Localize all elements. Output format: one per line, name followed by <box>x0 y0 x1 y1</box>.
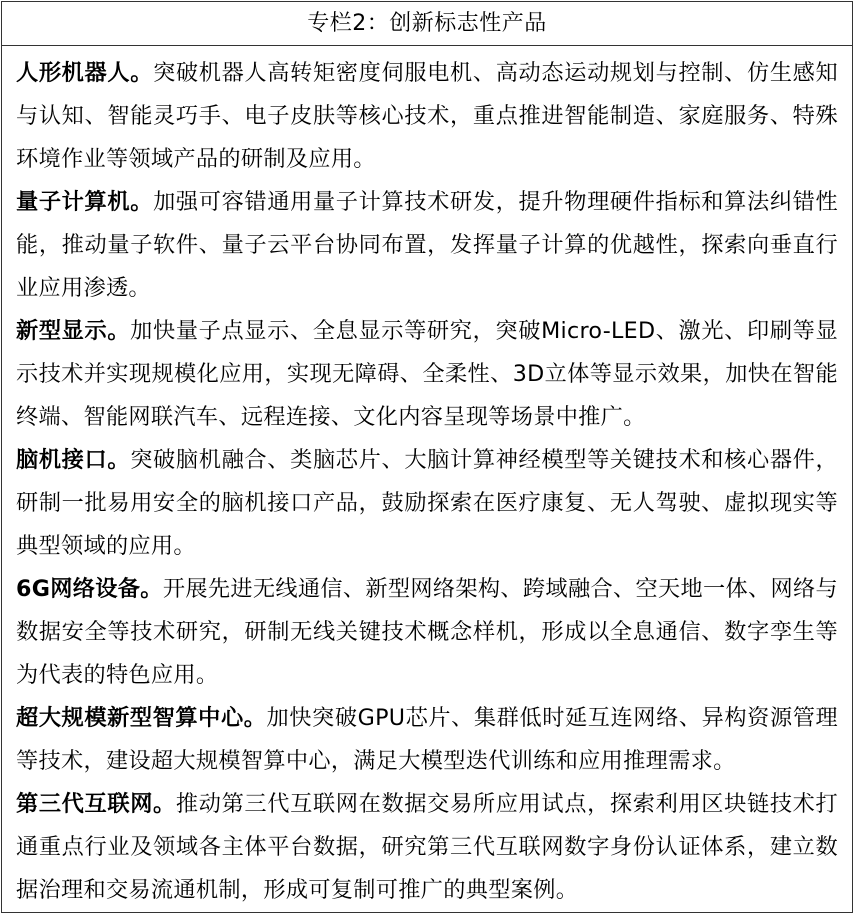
entry-text: 加强可容错通用量子计算技术研发，提升物理硬件指标和算法纠错性能，推动量子软件、量子云平台协同布置，发挥量子计算的优越性，探索向垂直行业应用渗透。 <box>16 189 838 301</box>
entry-6g-network <box>16 568 838 697</box>
entry-new-display <box>16 310 838 439</box>
entry-intelligent-computing-center <box>16 697 838 783</box>
entry-title: 量子计算机。 <box>16 189 154 215</box>
entry-quantum-computer <box>16 181 838 310</box>
entry-brain-computer-interface <box>16 439 838 568</box>
entry-title: 人形机器人。 <box>16 60 154 86</box>
entry-text: 突破脑机融合、类脑芯片、大脑计算神经模型等关键技术和核心器件，研制一批易用安全的脑机接口产品，鼓励探索在医疗康复、无人驾驶、虚拟现实等典型领域的应用。 <box>16 447 838 559</box>
entry-text: 加快量子点显示、全息显示等研究，突破Micro-LED、激光、印刷等显示技术并实现规模化应用，实现无障碍、全柔性、3D立体等显示效果，加快在智能终端、智能网联汽车、远程连接、文化内容呈现等场景中推广。 <box>16 318 839 430</box>
box-content <box>2 46 852 912</box>
entry-text: 推动第三代互联网在数据交易所应用试点，探索利用区块链技术打通重点行业及领域各主体平台数据，研究第三代互联网数字身份认证体系，建立数据治理和交易流通机制，形成可复制可推广的典型案例。 <box>16 791 838 903</box>
entry-text: 开展先进无线通信、新型网络架构、跨域融合、空天地一体、网络与数据安全等技术研究，研制无线关键技术概念样机，形成以全息通信、数字孪生等为代表的特色应用。 <box>16 576 839 688</box>
entry-text: 突破机器人高转矩密度伺服电机、高动态运动规划与控制、仿生感知与认知、智能灵巧手、电子皮肤等核心技术，重点推进智能制造、家庭服务、特殊环境作业等领域产品的研制及应用。 <box>16 60 838 172</box>
box-title: 专栏2：创新标志性产品 <box>2 2 852 46</box>
entry-title: 超大规模新型智算中心。 <box>16 705 267 731</box>
entry-title: 6G网络设备。 <box>16 576 163 602</box>
feature-box <box>1 1 853 913</box>
entry-title: 第三代互联网。 <box>16 791 176 817</box>
entry-humanoid-robot <box>16 52 838 181</box>
entry-text: 加快突破GPU芯片、集群低时延互连网络、异构资源管理等技术，建设超大规模智算中心，满足大模型迭代训练和应用推理需求。 <box>16 705 838 774</box>
entry-title: 新型显示。 <box>16 318 131 344</box>
entry-third-gen-internet <box>16 783 838 912</box>
entry-title: 脑机接口。 <box>16 447 131 473</box>
